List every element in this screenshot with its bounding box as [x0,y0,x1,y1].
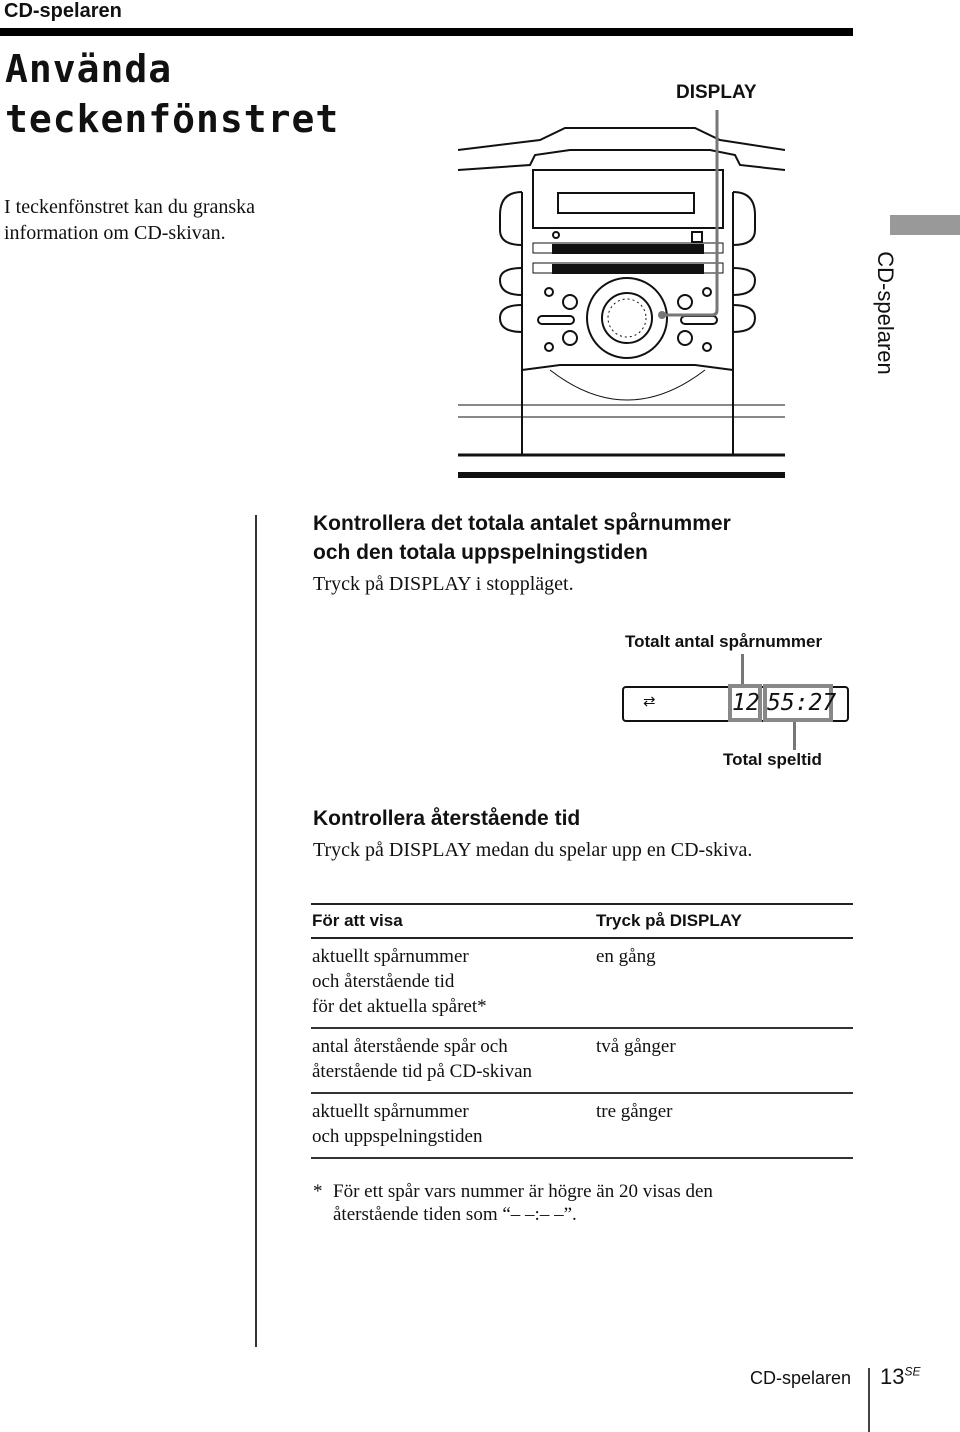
section1-heading-line1: Kontrollera det totala antalet spårnummer [313,512,731,535]
footnote-line2: återstående tiden som “– –:– –”. [333,1204,577,1225]
cell-show [311,1093,595,1158]
display-callout-label: DISPLAY [676,82,757,103]
cell-line: för det aktuella spåret* [312,996,487,1017]
display-modes-table [311,903,853,1159]
cell-show [311,1028,595,1093]
label-total-tracks: Totalt antal spårnummer [625,632,823,651]
table-header-row [311,904,853,938]
footnote [313,1180,713,1226]
page-number-value: 13 [880,1364,905,1389]
column-header-show: För att visa [311,904,595,938]
cell-press: två gånger [595,1028,853,1093]
label-total-time: Total speltid [723,750,822,769]
cell-press: en gång [595,938,853,1028]
cell-line: aktuellt spårnummer [312,1101,469,1122]
footer-rule [868,1368,870,1432]
callout-line-time [793,722,796,750]
section2-body: Tryck på DISPLAY medan du spelar upp en CD-skiva. [313,839,753,861]
side-tab-marker [890,215,960,235]
section2-heading: Kontrollera återstående tid [313,807,581,830]
footer-section: CD-spelaren [750,1368,852,1388]
table-row [311,1028,853,1093]
column-header-press: Tryck på DISPLAY [595,904,853,938]
cell-line: antal återstående spår och [312,1036,508,1057]
intro-text: I teckenfönstret kan du granska information om CD-skivan. [4,196,256,244]
title-line-2: teckenfönstret [5,97,340,141]
cell-line: återstående tid på CD-skivan [312,1061,533,1082]
page-title [5,44,339,144]
cell-line: och återstående tid [312,971,455,992]
lcd-total-time: 55:27 [763,684,833,722]
callout-line-tracks [741,654,744,688]
cell-line: och uppspelningstiden [312,1126,483,1147]
section-header: CD-spelaren [4,0,122,22]
cell-show [311,938,595,1028]
cell-line: aktuellt spårnummer [312,946,469,967]
section1-body: Tryck på DISPLAY i stoppläget. [313,573,574,595]
section1-heading-line2: och den totala uppspelningstiden [313,541,648,564]
footnote-mark: * [313,1181,323,1202]
header-rule [0,28,853,36]
page-number [880,1364,921,1390]
repeat-arrow-icon: ⇄ [643,693,656,710]
footnote-line1: För ett spår vars nummer är högre än 20 visas den [333,1181,713,1202]
lcd-track-count: 12 [728,684,762,722]
cd-player-illustration [440,70,785,490]
side-tab-label: CD-spelaren [873,251,898,375]
title-line-1: Använda [5,47,173,91]
table-row [311,1093,853,1158]
cell-press: tre gånger [595,1093,853,1158]
table-row [311,938,853,1028]
content-rule [255,515,257,1347]
section1-heading [313,509,731,567]
page-lang: SE [904,1364,921,1379]
